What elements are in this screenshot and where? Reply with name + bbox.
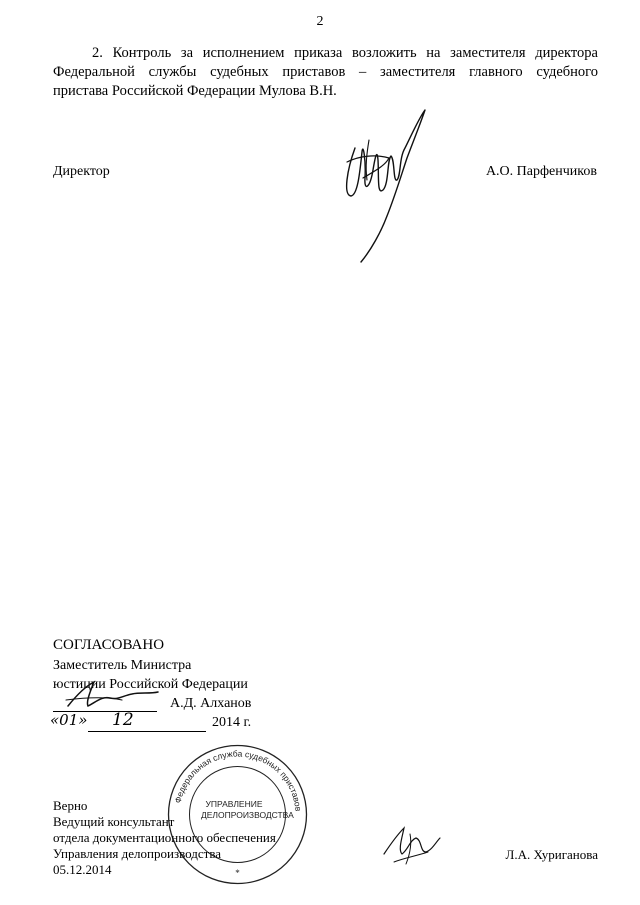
page-number: 2: [316, 14, 324, 29]
director-title: Директор: [53, 164, 110, 179]
approval-heading: СОГЛАСОВАНО: [53, 637, 165, 653]
certification-date: 05.12.2014: [53, 862, 112, 877]
seal-star: *: [235, 868, 240, 878]
paragraph-line: 2. Контроль за исполнением приказа возложить на заместителя директора: [92, 45, 598, 61]
date-month-line: [88, 731, 206, 732]
seal-center-line: ДЕЛОПРОИЗВОДСТВА: [201, 810, 294, 820]
approval-line: юстиции Российской Федерации: [53, 677, 248, 692]
approval-line: Заместитель Министра: [53, 658, 192, 673]
order-paragraph: [53, 44, 598, 101]
seal-ring-text: Федеральная служба судебных приставов: [172, 748, 304, 812]
director-name: А.О. Парфенчиков: [485, 164, 597, 179]
certification-role: Управления делопроизводства: [53, 846, 222, 861]
certification-verno: Верно: [53, 798, 88, 813]
paragraph-line: Федеральной службы судебных приставов – заместителя главного судебного: [53, 64, 598, 80]
certification-role: Ведущий консультант: [53, 814, 175, 829]
certification-role: отдела документационного обеспечения: [53, 830, 276, 845]
approval-signer-name: А.Д. Алханов: [170, 696, 252, 711]
approval-date-month: 12: [112, 710, 134, 730]
seal-center: [201, 799, 294, 821]
seal-center-line: УПРАВЛЕНИЕ: [205, 799, 263, 809]
director-signature: [325, 100, 440, 265]
approval-signature: [62, 676, 162, 714]
paragraph-line: пристава Российской Федерации Мулова В.Н.: [53, 83, 337, 99]
approval-date-year: 2014 г.: [212, 715, 252, 730]
certifier-name: Л.А. Хуриганова: [505, 847, 598, 862]
certifier-signature: [380, 822, 444, 868]
approval-date-day: «01»: [50, 711, 88, 729]
